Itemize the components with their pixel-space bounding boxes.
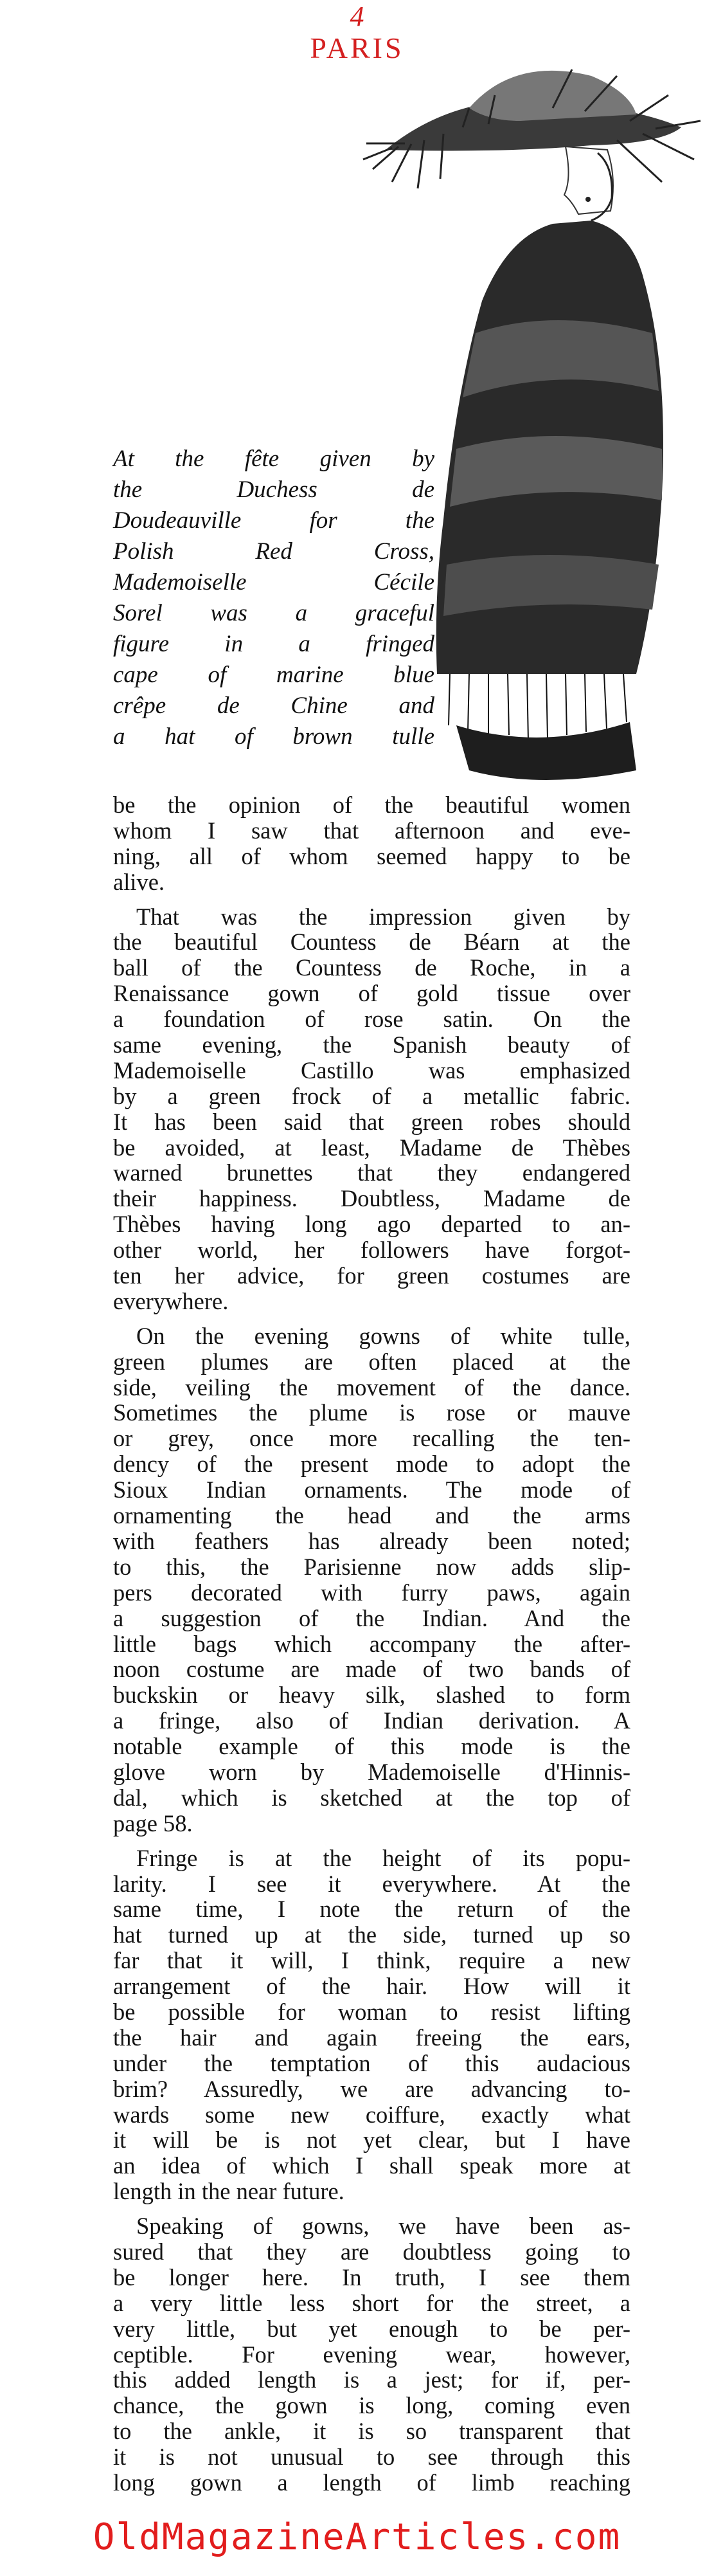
body-line: Mademoiselle Castillo was emphasized xyxy=(113,1057,630,1084)
body-line: dency of the present mode to adopt the xyxy=(113,1451,630,1478)
body-line: hat turned up at the side, turned up so xyxy=(113,1921,630,1948)
caption-line: a hat of brown tulle xyxy=(113,723,434,750)
body-line: everywhere. xyxy=(113,1287,229,1314)
hat-drawing xyxy=(363,69,701,188)
body-line: sured that they are doubtless going to xyxy=(113,2238,630,2265)
body-line: the hair and again freeing the ears, xyxy=(113,2024,630,2051)
article-paragraph xyxy=(113,904,630,1314)
caption-line: At the fête given by xyxy=(113,446,434,472)
body-line: be possible for woman to resist lifting xyxy=(113,1998,630,2025)
figure-head xyxy=(564,147,613,221)
caption-line: Sorel was a graceful xyxy=(113,600,434,626)
body-line: On the evening gowns of white tulle, xyxy=(136,1322,630,1349)
body-line: Sioux Indian ornaments. The mode of xyxy=(113,1476,630,1503)
article-body xyxy=(113,792,630,2496)
body-line: it is not unusual to see through this xyxy=(113,2444,630,2471)
caption-line: Doudeauville for the xyxy=(113,507,434,534)
body-line: same time, I note the return of the xyxy=(113,1896,630,1923)
body-line: to this, the Parisienne now adds slip- xyxy=(113,1553,630,1580)
body-line: with feathers has already been noted; xyxy=(113,1527,630,1554)
body-line: far that it will, I think, require a new xyxy=(113,1947,630,1974)
article-paragraph xyxy=(113,792,630,895)
body-line: green plumes are often placed at the xyxy=(113,1348,630,1375)
body-line: Renaissance gown of gold tissue over xyxy=(113,980,630,1007)
site-watermark[interactable]: OldMagazineArticles.com xyxy=(93,2516,621,2558)
body-line: ceptible. For evening wear, however, xyxy=(113,2341,630,2368)
article-paragraph xyxy=(113,1846,630,2204)
caption-line: figure in a fringed xyxy=(113,631,434,657)
body-line: That was the impression given by xyxy=(136,903,630,930)
body-line: other world, her followers have forgot- xyxy=(113,1237,630,1264)
cape-drawing xyxy=(436,221,663,780)
body-line: an idea of which I shall speak more at xyxy=(113,2152,630,2179)
body-line: brim? Assuredly, we are advancing to- xyxy=(113,2075,630,2102)
body-line: page 58. xyxy=(113,1810,193,1837)
body-line: very little, but yet enough to be per- xyxy=(113,2315,630,2342)
body-line: notable example of this mode is the xyxy=(113,1733,630,1760)
caption-line: crêpe de Chine and xyxy=(113,693,434,719)
article-paragraph xyxy=(113,1323,630,1837)
body-line: arrangement of the hair. How will it xyxy=(113,1973,630,2000)
body-line: noon costume are made of two bands of xyxy=(113,1656,630,1683)
body-line: ornamenting the head and the arms xyxy=(113,1502,630,1529)
body-line: be the opinion of the beautiful women xyxy=(113,792,630,818)
body-line: glove worn by Mademoiselle d'Hinnis- xyxy=(113,1758,630,1785)
body-line: a fringe, also of Indian derivation. A xyxy=(113,1707,630,1734)
page-number: 4 xyxy=(350,1,364,32)
body-line: be avoided, at least, Madame de Thèbes xyxy=(113,1134,630,1161)
body-line: chance, the gown is long, coming even xyxy=(113,2392,630,2419)
body-line: ten her advice, for green costumes are xyxy=(113,1262,630,1289)
body-line: ning, all of whom seemed happy to be xyxy=(113,842,630,869)
body-line: under the temptation of this audacious xyxy=(113,2049,630,2076)
caption-line: cape of marine blue xyxy=(113,662,434,688)
body-line: the beautiful Countess de Béarn at the xyxy=(113,929,630,956)
body-line: be longer here. In truth, I see them xyxy=(113,2263,630,2290)
body-line: dal, which is sketched at the top of xyxy=(113,1784,630,1811)
body-line: warned brunettes that they endangered xyxy=(113,1159,630,1186)
body-line: length in the near future. xyxy=(113,2178,344,2205)
body-line: same evening, the Spanish beauty of xyxy=(113,1031,630,1058)
caption-line: the Duchess de xyxy=(113,476,434,503)
body-line: wards some new coiffure, exactly what xyxy=(113,2101,630,2128)
body-line: a suggestion of the Indian. And the xyxy=(113,1604,630,1631)
caption-line: Polish Red Cross, xyxy=(113,538,434,565)
body-line: it will be is not yet clear, but I have xyxy=(113,2127,630,2154)
body-line: a foundation of rose satin. On the xyxy=(113,1006,630,1033)
body-line: larity. I see it everywhere. At the xyxy=(113,1870,630,1897)
body-line: pers decorated with furry paws, again xyxy=(113,1579,630,1606)
body-line: by a green frock of a metallic fabric. xyxy=(113,1082,630,1109)
body-line: whom I saw that afternoon and eve- xyxy=(113,817,630,844)
body-line: ball of the Countess de Roche, in a xyxy=(113,954,630,981)
body-line: long gown a length of limb reaching xyxy=(113,2469,630,2496)
article-paragraph xyxy=(113,2213,630,2496)
body-line: or grey, once more recalling the ten- xyxy=(113,1425,630,1452)
body-line: alive. xyxy=(113,868,165,895)
body-line: It has been said that green robes should xyxy=(113,1108,630,1135)
body-line: buckskin or heavy silk, slashed to form xyxy=(113,1682,630,1709)
body-line: side, veiling the movement of the dance. xyxy=(113,1374,630,1401)
body-line: this added length is a jest; for if, per- xyxy=(113,2366,630,2393)
body-line: little bags which accompany the after- xyxy=(113,1630,630,1657)
body-line: Thèbes having long ago departed to an- xyxy=(113,1211,630,1238)
caption-line: Mademoiselle Cécile xyxy=(113,569,434,595)
running-head: PARIS xyxy=(310,32,404,64)
body-line: to the ankle, it is so transparent that xyxy=(113,2418,630,2445)
body-line: Sometimes the plume is rose or mauve xyxy=(113,1399,630,1426)
illustration-caption xyxy=(113,444,434,752)
body-line: Speaking of gowns, we have been as- xyxy=(136,2213,630,2240)
body-line: their happiness. Doubtless, Madame de xyxy=(113,1185,630,1212)
body-line: a very little less short for the street, a xyxy=(113,2289,630,2316)
body-line: Fringe is at the height of its popu- xyxy=(136,1844,630,1871)
